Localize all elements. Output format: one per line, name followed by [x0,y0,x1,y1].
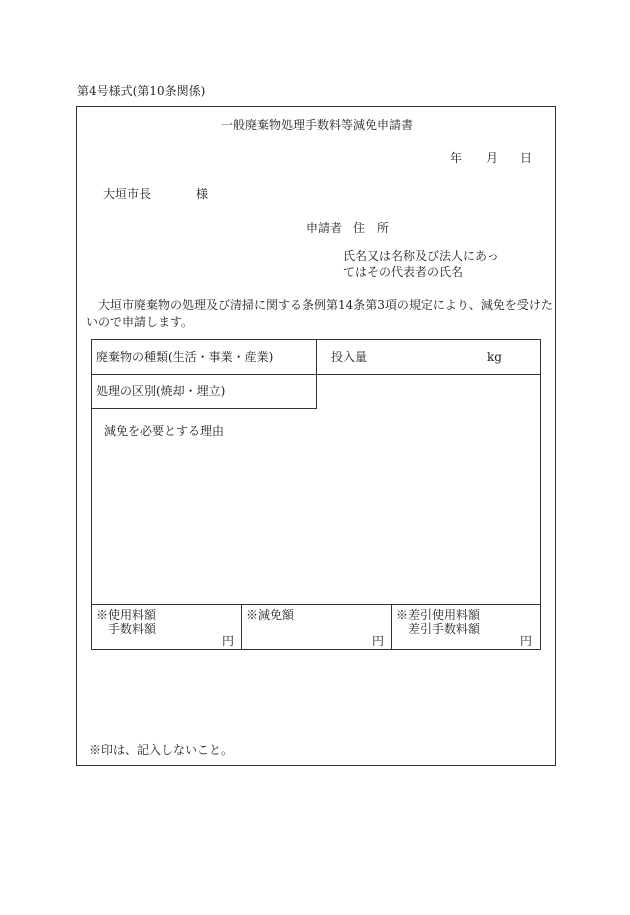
applicant-name-label-line1: 氏名又は名称及び法人にあっ [343,249,499,263]
addressee-honorific: 様 [196,187,209,201]
date-day-label: 日 [520,151,533,165]
usage-fee-yen: 円 [222,634,235,648]
amount-unit: kg [487,350,502,364]
applicant-address-label: 住 所 [353,221,390,235]
net-fee-yen: 円 [520,634,533,648]
usage-fee-label-line1: ※使用料額 [96,608,157,622]
amount-column-divider [316,339,317,409]
footnote: ※印は、記入しないこと。 [89,743,234,757]
application-statement-line2: いので申請します。 [86,315,194,329]
form-number: 第4号様式(第10条関係) [77,84,206,98]
fee-column-divider-1 [241,604,242,650]
applicant-label: 申請者 [306,221,343,235]
form-title: 一般廃棄物処理手数料等減免申請書 [221,118,414,132]
usage-fee-label-line2: 手数料額 [108,622,157,636]
addressee-name: 大垣市長 [103,187,152,201]
reduction-amount-label: ※減免額 [246,608,295,622]
date-year-label: 年 [450,151,463,165]
applicant-name-label-line2: てはその代表者の氏名 [343,265,464,279]
reason-label: 減免を必要とする理由 [104,424,225,438]
application-statement [86,297,553,331]
application-statement-line1: 大垣市廃棄物の処理及び清掃に関する条例第14条第3項の規定により、減免を受けた [98,298,553,312]
fee-row-divider [91,604,541,605]
reduction-amount-yen: 円 [372,634,385,648]
waste-type-label: 廃棄物の種類(生活・事業・産業) [96,350,274,364]
disposal-type-label: 処理の区別(焼却・埋立) [96,384,226,398]
net-fee-label-line1: ※差引使用料額 [396,608,481,622]
date-month-label: 月 [486,151,499,165]
amount-label: 投入量 [331,350,368,364]
fee-column-divider-2 [391,604,392,650]
net-fee-label-line2: 差引手数料額 [408,622,481,636]
row-divider-2 [91,408,316,409]
